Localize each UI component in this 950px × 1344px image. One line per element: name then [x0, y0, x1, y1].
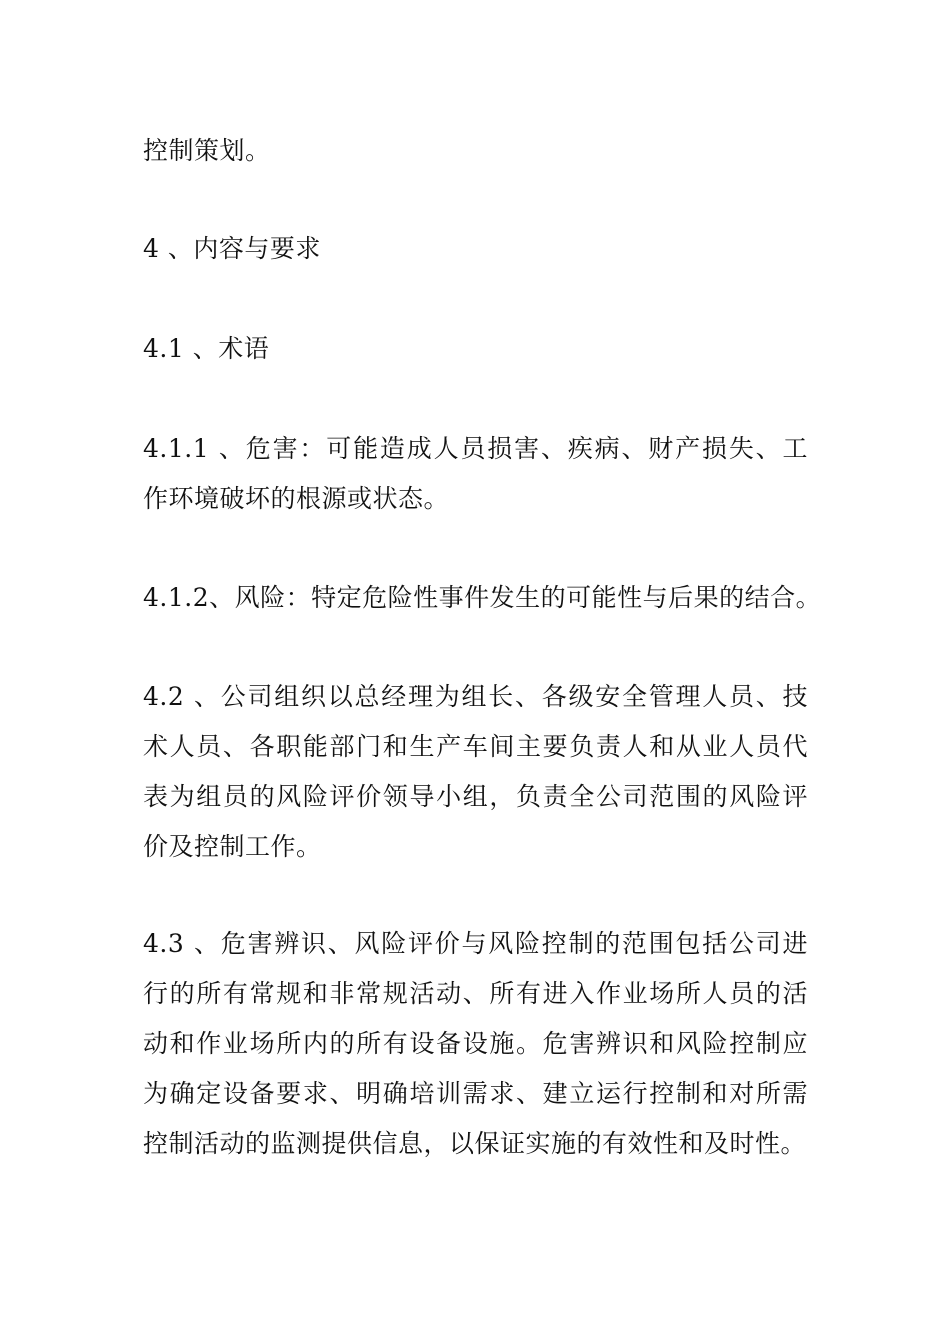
heading-section-4-1	[143, 324, 808, 374]
text-line: 4.2 、公司组织以总经理为组长、各级安全管理人员、技	[143, 682, 808, 711]
paragraph-4-1-2-risk	[143, 573, 822, 623]
text-line: 作环境破坏的根源或状态。	[143, 484, 450, 513]
text-line: 控制策划。	[143, 136, 271, 165]
text-line: 4.3 、危害辨识、风险评价与风险控制的范围包括公司进	[143, 929, 808, 958]
text-line: 4.1 、术语	[143, 334, 270, 363]
text-line: 4.1.1 、危害：可能造成人员损害、疾病、财产损失、工	[143, 434, 808, 463]
text-line: 4 、内容与要求	[143, 234, 321, 263]
text-line: 4.1.2、风险：特定危险性事件发生的可能性与后果的结合。	[143, 583, 822, 612]
text-line: 价及控制工作。	[143, 832, 322, 861]
paragraph-4-1-1-hazard	[143, 424, 808, 524]
paragraph-4-2-organization	[143, 672, 808, 872]
text-line: 行的所有常规和非常规活动、所有进入作业场所人员的活	[143, 979, 808, 1008]
text-line: 术人员、各职能部门和生产车间主要负责人和从业人员代	[143, 732, 808, 761]
heading-section-4	[143, 224, 808, 274]
text-line: 控制活动的监测提供信息，以保证实施的有效性和及时性。	[143, 1129, 807, 1158]
paragraph-4-3-scope	[143, 919, 808, 1169]
text-line: 为确定设备要求、明确培训需求、建立运行控制和对所需	[143, 1079, 808, 1108]
paragraph-control-planning	[143, 126, 808, 176]
text-line: 动和作业场所内的所有设备设施。危害辨识和风险控制应	[143, 1029, 808, 1058]
text-line: 表为组员的风险评价领导小组，负责全公司范围的风险评	[143, 782, 808, 811]
